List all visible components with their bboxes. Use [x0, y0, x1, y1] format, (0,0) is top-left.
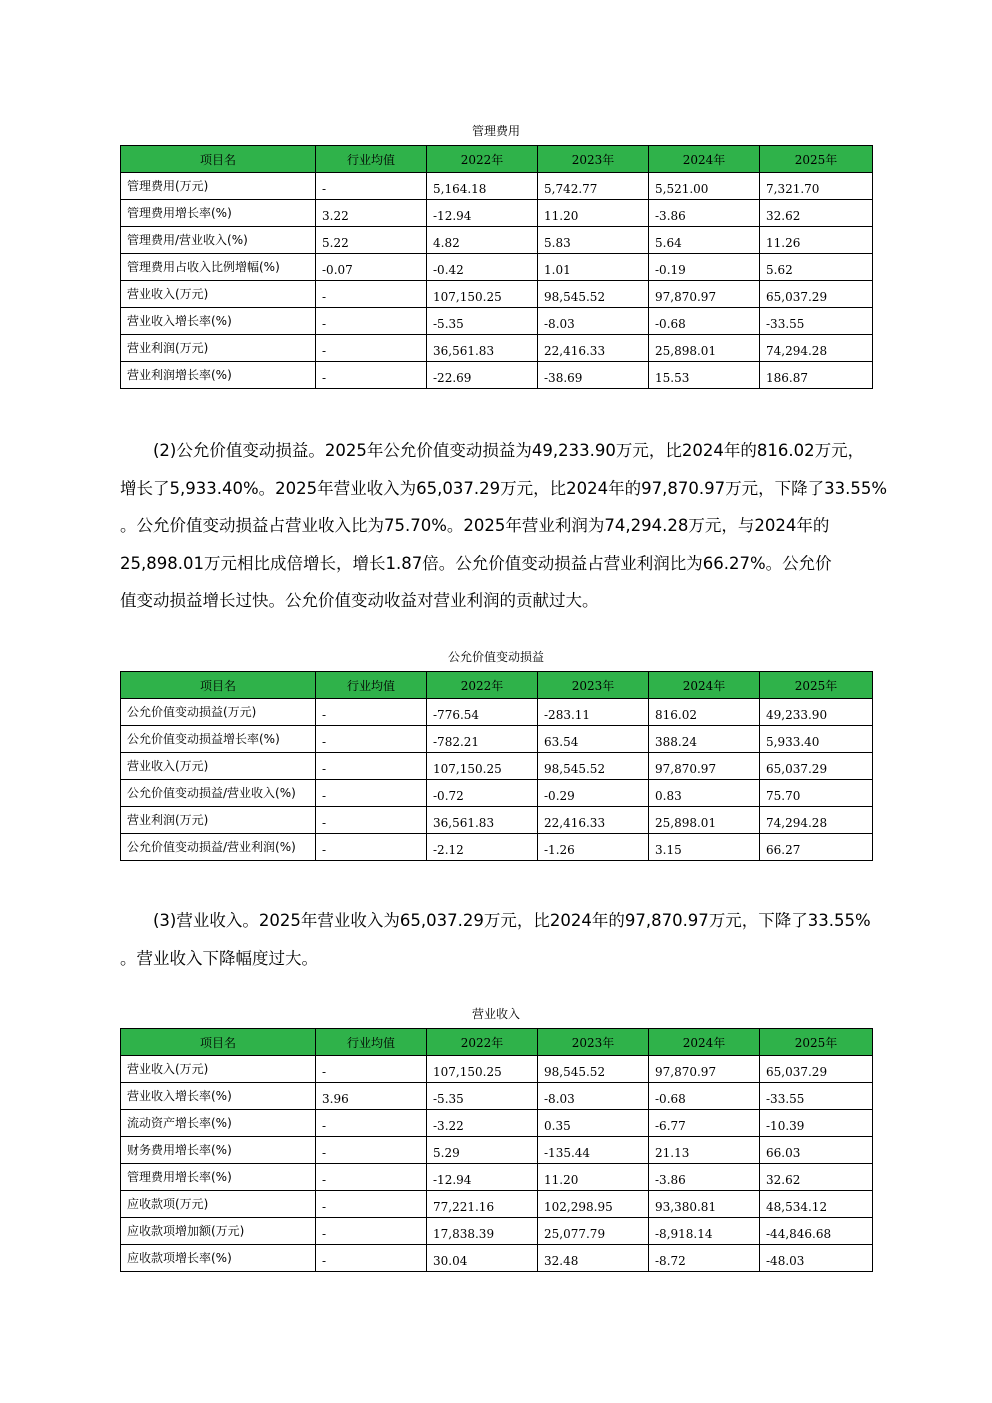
table-header-row [121, 672, 873, 699]
value-cell: 93,380.81 [649, 1191, 760, 1218]
value-cell: 65,037.29 [760, 753, 873, 780]
value-cell: -135.44 [538, 1137, 649, 1164]
value-cell: -8.03 [538, 308, 649, 335]
analysis-paragraph [120, 432, 890, 620]
table-row [121, 1245, 873, 1272]
header-item-name: 项目名 [121, 672, 316, 699]
value-cell: -2.12 [427, 834, 538, 861]
row-label: 应收款项增加额(万元) [121, 1218, 316, 1245]
value-cell: 11.20 [538, 1164, 649, 1191]
header-year: 2023年 [538, 672, 649, 699]
value-cell: 7,321.70 [760, 173, 873, 200]
table-row [121, 1137, 873, 1164]
value-cell: -0.29 [538, 780, 649, 807]
value-cell: 30.04 [427, 1245, 538, 1272]
header-year: 2023年 [538, 1029, 649, 1056]
value-cell: -44,846.68 [760, 1218, 873, 1245]
row-label: 营业利润增长率(%) [121, 362, 316, 389]
value-cell: -0.72 [427, 780, 538, 807]
value-cell: -0.68 [649, 308, 760, 335]
row-label: 公允价值变动损益/营业利润(%) [121, 834, 316, 861]
value-cell: 5,933.40 [760, 726, 873, 753]
value-cell: 21.13 [649, 1137, 760, 1164]
row-label: 流动资产增长率(%) [121, 1110, 316, 1137]
industry-average-cell: - [316, 308, 427, 335]
table-title: 营业收入 [471, 1007, 520, 1021]
value-cell: 66.27 [760, 834, 873, 861]
industry-average-cell: - [316, 780, 427, 807]
value-cell: -3.22 [427, 1110, 538, 1137]
value-cell: -8.03 [538, 1083, 649, 1110]
value-cell: -38.69 [538, 362, 649, 389]
header-year: 2023年 [538, 146, 649, 173]
industry-average-cell: - [316, 753, 427, 780]
value-cell: -3.86 [649, 1164, 760, 1191]
value-cell: 65,037.29 [760, 281, 873, 308]
table-row [121, 1164, 873, 1191]
value-cell: 5.29 [427, 1137, 538, 1164]
value-cell: -33.55 [760, 1083, 873, 1110]
value-cell: 5,164.18 [427, 173, 538, 200]
table-row [121, 308, 873, 335]
table-row [121, 1218, 873, 1245]
industry-average-cell: - [316, 699, 427, 726]
table-row [121, 753, 873, 780]
industry-average-cell: - [316, 834, 427, 861]
value-cell: 25,898.01 [649, 335, 760, 362]
value-cell: -1.26 [538, 834, 649, 861]
industry-average-cell: - [316, 1218, 427, 1245]
row-label: 公允价值变动损益/营业收入(%) [121, 780, 316, 807]
paragraph-line: (2)公允价值变动损益。2025年公允价值变动损益为49,233.90万元，比2024年的816.02万元， [153, 441, 865, 460]
row-label: 应收款项(万元) [121, 1191, 316, 1218]
header-year: 2022年 [427, 672, 538, 699]
value-cell: 48,534.12 [760, 1191, 873, 1218]
row-label: 管理费用占收入比例增幅(%) [121, 254, 316, 281]
value-cell: 66.03 [760, 1137, 873, 1164]
value-cell: -5.35 [427, 308, 538, 335]
table-title: 公允价值变动损益 [447, 650, 544, 664]
paragraph-line: 。公允价值变动损益占营业收入比为75.70%。2025年营业利润为74,294.28万元，与2024年的 [120, 516, 830, 535]
value-cell: 25,077.79 [538, 1218, 649, 1245]
value-cell: -782.21 [427, 726, 538, 753]
table-row [121, 254, 873, 281]
value-cell: -0.19 [649, 254, 760, 281]
table-header-row [121, 146, 873, 173]
table-row [121, 362, 873, 389]
row-label: 营业利润(万元) [121, 335, 316, 362]
value-cell: 22,416.33 [538, 335, 649, 362]
value-cell: 25,898.01 [649, 807, 760, 834]
header-industry-average: 行业均值 [316, 1029, 427, 1056]
value-cell: -48.03 [760, 1245, 873, 1272]
value-cell: 36,561.83 [427, 807, 538, 834]
table-row [121, 726, 873, 753]
fair-value-change-table [120, 671, 873, 861]
value-cell: 75.70 [760, 780, 873, 807]
value-cell: -283.11 [538, 699, 649, 726]
table-row [121, 834, 873, 861]
industry-average-cell: - [316, 1164, 427, 1191]
value-cell: -22.69 [427, 362, 538, 389]
value-cell: -0.42 [427, 254, 538, 281]
value-cell: -8,918.14 [649, 1218, 760, 1245]
table-row [121, 1191, 873, 1218]
value-cell: -6.77 [649, 1110, 760, 1137]
value-cell: 97,870.97 [649, 281, 760, 308]
value-cell: 11.26 [760, 227, 873, 254]
header-year: 2024年 [649, 672, 760, 699]
table-row [121, 1056, 873, 1083]
industry-average-cell: - [316, 1137, 427, 1164]
paragraph-line: (3)营业收入。2025年营业收入为65,037.29万元，比2024年的97,870.97万元，下降了33.55% [153, 911, 871, 930]
row-label: 营业利润(万元) [121, 807, 316, 834]
value-cell: -12.94 [427, 200, 538, 227]
value-cell: 107,150.25 [427, 281, 538, 308]
value-cell: 0.35 [538, 1110, 649, 1137]
value-cell: 98,545.52 [538, 281, 649, 308]
table-row [121, 335, 873, 362]
table-row [121, 1110, 873, 1137]
value-cell: 77,221.16 [427, 1191, 538, 1218]
row-label: 管理费用增长率(%) [121, 200, 316, 227]
row-label: 营业收入增长率(%) [121, 1083, 316, 1110]
value-cell: 5.64 [649, 227, 760, 254]
value-cell: 65,037.29 [760, 1056, 873, 1083]
table-row [121, 699, 873, 726]
operating-revenue-table [120, 1028, 873, 1272]
header-industry-average: 行业均值 [316, 672, 427, 699]
industry-average-cell: - [316, 335, 427, 362]
header-year: 2022年 [427, 146, 538, 173]
value-cell: -10.39 [760, 1110, 873, 1137]
value-cell: 5.62 [760, 254, 873, 281]
paragraph-line: 。营业收入下降幅度过大。 [120, 948, 318, 968]
row-label: 管理费用(万元) [121, 173, 316, 200]
industry-average-cell: 5.22 [316, 227, 427, 254]
value-cell: 63.54 [538, 726, 649, 753]
header-year: 2024年 [649, 1029, 760, 1056]
value-cell: 32.62 [760, 1164, 873, 1191]
header-year: 2022年 [427, 1029, 538, 1056]
industry-average-cell: - [316, 1245, 427, 1272]
value-cell: 17,838.39 [427, 1218, 538, 1245]
value-cell: 816.02 [649, 699, 760, 726]
value-cell: 22,416.33 [538, 807, 649, 834]
row-label: 财务费用增长率(%) [121, 1137, 316, 1164]
table-header-row [121, 1029, 873, 1056]
industry-average-cell: - [316, 1191, 427, 1218]
row-label: 营业收入(万元) [121, 753, 316, 780]
value-cell: 36,561.83 [427, 335, 538, 362]
table-row [121, 807, 873, 834]
value-cell: 49,233.90 [760, 699, 873, 726]
industry-average-cell: - [316, 1056, 427, 1083]
header-year: 2025年 [760, 1029, 873, 1056]
analysis-paragraph [120, 902, 890, 977]
value-cell: 32.62 [760, 200, 873, 227]
value-cell: 0.83 [649, 780, 760, 807]
value-cell: 5,742.77 [538, 173, 649, 200]
industry-average-cell: - [316, 807, 427, 834]
industry-average-cell: - [316, 1110, 427, 1137]
row-label: 管理费用/营业收入(%) [121, 227, 316, 254]
value-cell: 32.48 [538, 1245, 649, 1272]
row-label: 营业收入(万元) [121, 1056, 316, 1083]
value-cell: -12.94 [427, 1164, 538, 1191]
industry-average-cell: - [316, 726, 427, 753]
value-cell: 1.01 [538, 254, 649, 281]
value-cell: -776.54 [427, 699, 538, 726]
row-label: 管理费用增长率(%) [121, 1164, 316, 1191]
value-cell: 5.83 [538, 227, 649, 254]
value-cell: 97,870.97 [649, 1056, 760, 1083]
value-cell: -33.55 [760, 308, 873, 335]
header-year: 2024年 [649, 146, 760, 173]
value-cell: 15.53 [649, 362, 760, 389]
value-cell: -0.68 [649, 1083, 760, 1110]
value-cell: 3.15 [649, 834, 760, 861]
paragraph-line: 增长了5,933.40%。2025年营业收入为65,037.29万元，比2024年的97,870.97万元，下降了33.55% [120, 478, 888, 498]
header-industry-average: 行业均值 [316, 146, 427, 173]
value-cell: 5,521.00 [649, 173, 760, 200]
table-row [121, 780, 873, 807]
value-cell: 388.24 [649, 726, 760, 753]
value-cell: 107,150.25 [427, 1056, 538, 1083]
value-cell: 107,150.25 [427, 753, 538, 780]
industry-average-cell: 3.22 [316, 200, 427, 227]
value-cell: -5.35 [427, 1083, 538, 1110]
header-item-name: 项目名 [121, 1029, 316, 1056]
industry-average-cell: - [316, 362, 427, 389]
industry-average-cell: -0.07 [316, 254, 427, 281]
industry-average-cell: 3.96 [316, 1083, 427, 1110]
row-label: 公允价值变动损益(万元) [121, 699, 316, 726]
value-cell: -8.72 [649, 1245, 760, 1272]
industry-average-cell: - [316, 173, 427, 200]
row-label: 营业收入(万元) [121, 281, 316, 308]
table-row [121, 227, 873, 254]
header-year: 2025年 [760, 672, 873, 699]
industry-average-cell: - [316, 281, 427, 308]
value-cell: 74,294.28 [760, 335, 873, 362]
table-title: 管理费用 [471, 124, 520, 138]
value-cell: 97,870.97 [649, 753, 760, 780]
value-cell: 11.20 [538, 200, 649, 227]
value-cell: 98,545.52 [538, 1056, 649, 1083]
value-cell: 98,545.52 [538, 753, 649, 780]
management-expense-table [120, 145, 873, 389]
value-cell: 186.87 [760, 362, 873, 389]
row-label: 应收款项增长率(%) [121, 1245, 316, 1272]
header-year: 2025年 [760, 146, 873, 173]
value-cell: 4.82 [427, 227, 538, 254]
value-cell: -3.86 [649, 200, 760, 227]
paragraph-line: 25,898.01万元相比成倍增长，增长1.87倍。公允价值变动损益占营业利润比为66.27%。公允价 [120, 553, 832, 573]
table-row [121, 173, 873, 200]
row-label: 营业收入增长率(%) [121, 308, 316, 335]
value-cell: 74,294.28 [760, 807, 873, 834]
header-item-name: 项目名 [121, 146, 316, 173]
row-label: 公允价值变动损益增长率(%) [121, 726, 316, 753]
table-row [121, 1083, 873, 1110]
value-cell: 102,298.95 [538, 1191, 649, 1218]
paragraph-line: 值变动损益增长过快。公允价值变动收益对营业利润的贡献过大。 [120, 591, 599, 610]
table-row [121, 281, 873, 308]
table-row [121, 200, 873, 227]
